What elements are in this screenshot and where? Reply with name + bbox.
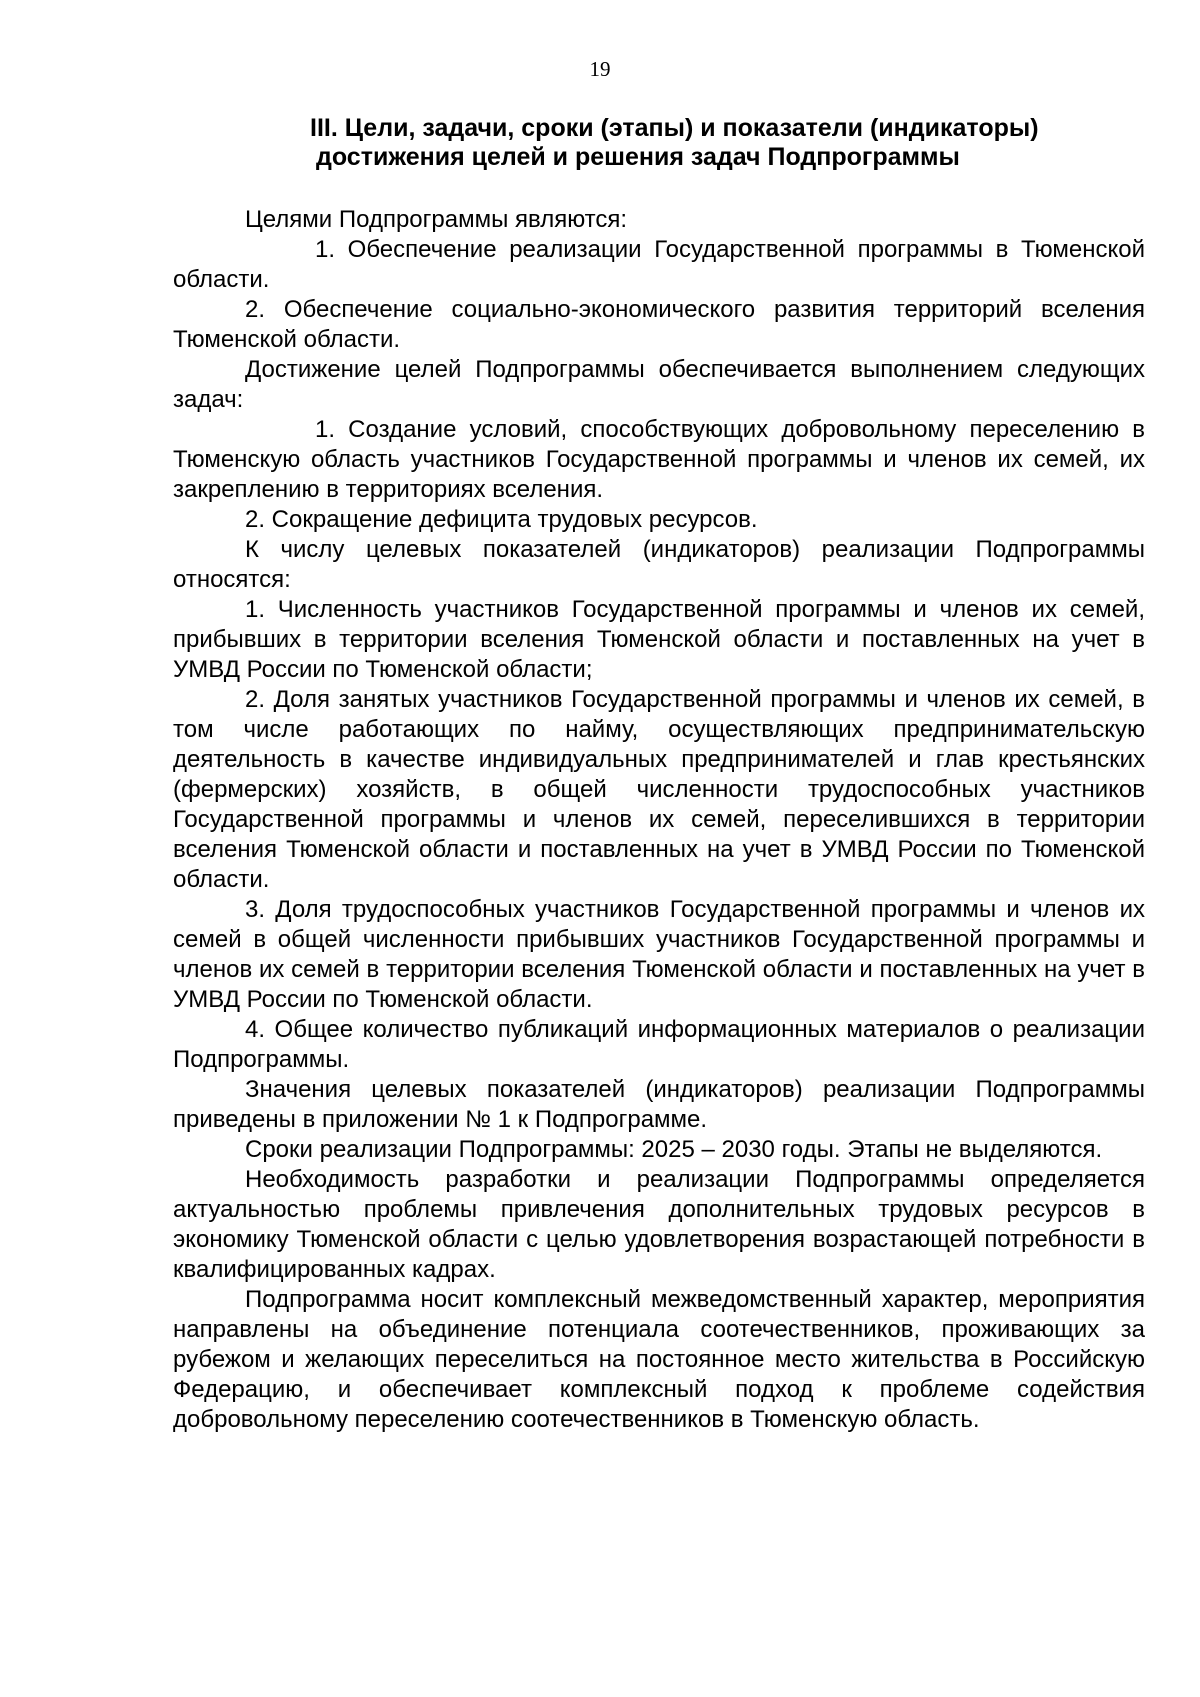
paragraph-task-1: 1. Создание условий, способствующих добровольному переселению в Тюменскую область участников Государственной программы и членов их семей, их закреплению в территориях вселения. <box>173 416 1145 503</box>
paragraph-indicator-4: 4. Общее количество публикаций информационных материалов о реализации Подпрограммы. <box>173 1016 1145 1073</box>
paragraph-goals-intro: Целями Подпрограммы являются: <box>245 206 628 233</box>
paragraph-indicator-1: 1. Численность участников Государственной программы и членов их семей, прибывших в территории вселения Тюменской области и поставленных на учет в УМВД России по Тюменской области; <box>173 596 1145 683</box>
document-body <box>173 205 1145 1435</box>
paragraph-timeline: Сроки реализации Подпрограммы: 2025 – 2030 годы. Этапы не выделяются. <box>245 1136 1103 1163</box>
section-heading-line-2: достижения целей и решения задач Подпрограммы <box>316 143 960 171</box>
paragraph-necessity: Необходимость разработки и реализации Подпрограммы определяется актуальностью проблемы привлечения дополнительных трудовых ресурсов в экономику Тюменской области с целью удовлетворения возрастающей потребности в квалифицированных кадрах. <box>173 1166 1145 1283</box>
paragraph-indicator-3: 3. Доля трудоспособных участников Государственной программы и членов их семей в общей численности прибывших участников Государственной программы и членов их семей в территории вселения Тюменской области и поставленных на учет в УМВД России по Тюменской области. <box>173 896 1145 1013</box>
paragraph-indicators-intro: К числу целевых показателей (индикаторов) реализации Подпрограммы относятся: <box>173 536 1145 593</box>
paragraph-indicator-values: Значения целевых показателей (индикаторов) реализации Подпрограммы приведены в приложении № 1 к Подпрограмме. <box>173 1076 1145 1133</box>
paragraph-indicator-2: 2. Доля занятых участников Государственной программы и членов их семей, в том числе работающих по найму, осуществляющих предпринимательскую деятельность в качестве индивидуальных предпринимателей и глав крестьянских (фермерских) хозяйств, в общей численности трудоспособных участников Государственной программы и членов их семей, переселившихся в территории вселения Тюменской области и поставленных на учет в УМВД России по Тюменской области. <box>173 686 1145 893</box>
paragraph-task-2: 2. Сокращение дефицита трудовых ресурсов. <box>245 506 758 533</box>
section-heading-line-1: III. Цели, задачи, сроки (этапы) и показатели (индикаторы) <box>310 114 1039 142</box>
paragraph-tasks-intro: Достижение целей Подпрограммы обеспечивается выполнением следующих задач: <box>173 356 1145 413</box>
section-heading <box>310 114 1110 172</box>
paragraph-character: Подпрограмма носит комплексный межведомственный характер, мероприятия направлены на объединение потенциала соотечественников, проживающих за рубежом и желающих переселиться на постоянное место жительства в Российскую Федерацию, и обеспечивает комплексный подход к проблеме содействия добровольному переселению соотечественников в Тюменскую область. <box>173 1286 1145 1433</box>
paragraph-goal-1: 1. Обеспечение реализации Государственной программы в Тюменской области. <box>173 236 1145 293</box>
page-number: 19 <box>589 57 611 81</box>
paragraph-goal-2: 2. Обеспечение социально-экономического развития территорий вселения Тюменской области. <box>173 296 1145 353</box>
